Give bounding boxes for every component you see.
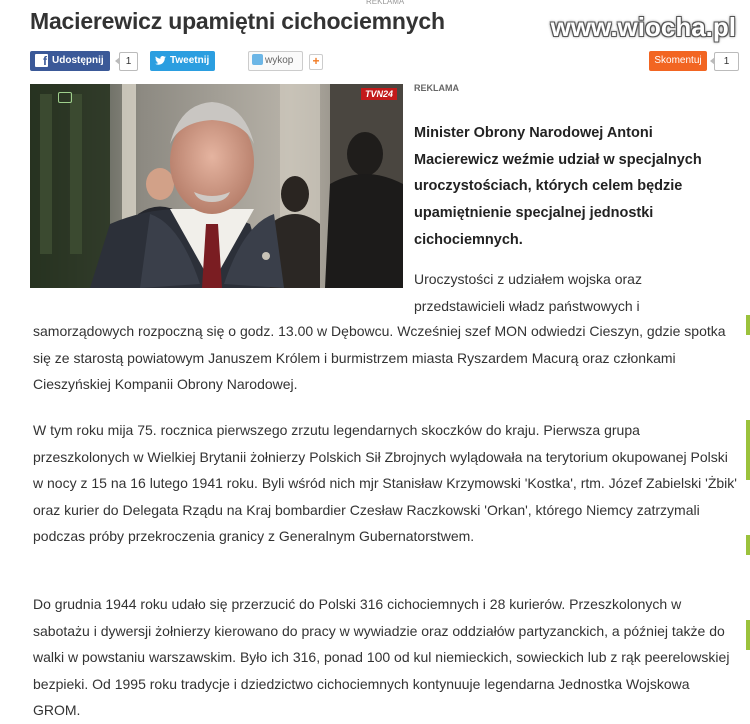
watermark: www.wiocha.pl <box>550 12 736 42</box>
article-photo <box>30 84 403 288</box>
side-accent-bar <box>746 620 750 650</box>
wykop-button[interactable] <box>248 51 303 71</box>
twitter-tweet-button[interactable] <box>150 51 215 71</box>
article-lead: Minister Obrony Narodowej Antoni Macierewicz weźmie udział w specjalnych uroczystościach, których celem będzie upamiętnienie specjalnej jednostki cichociemnych. <box>414 125 702 248</box>
facebook-share-button[interactable] <box>30 51 110 71</box>
tv-channel-logo-text: TVN24 <box>364 89 393 99</box>
paragraph-1-first-lines: Uroczystości z udziałem wojska oraz przedstawicieli władz państwowych i <box>414 271 642 314</box>
facebook-share-count: 1 <box>119 52 138 71</box>
comment-button[interactable]: Skomentuj <box>649 51 707 71</box>
comment-count: 1 <box>714 52 739 71</box>
wykop-icon <box>252 54 263 65</box>
twitter-bird-icon <box>155 56 166 65</box>
side-accent-bar <box>746 420 750 480</box>
side-accent-bar <box>746 315 750 335</box>
twitter-tweet-label: Tweetnij <box>170 55 210 66</box>
tv-channel-logo <box>361 88 397 100</box>
paragraph-3: Do grudnia 1944 roku udało się przerzucić do Polski 316 cichociemnych i 28 kurierów. Przeszkolonych w sabotażu i dywersji żołnierzy kierowano do pracy w wywiadzie oraz oddziałów partyzanckich, a później także do walki w powstaniu warszawskim. Było ich 316, ponad 100 od kul niemieckich, sowieckich lub z rąk peerelowskiej bezpieki. Od 1995 roku tradycje i dziedzictwo cichociemnych kontynuuje legendarna Jednostka Wojskowa GROM. <box>33 596 730 718</box>
side-accent-bar <box>746 535 750 555</box>
wykop-label: wykop <box>265 55 294 66</box>
facebook-icon: f <box>35 54 48 67</box>
ad-label: REKLAMA <box>414 83 459 93</box>
wykop-plus-button[interactable]: + <box>309 54 323 70</box>
article-title: Macierewicz upamiętni cichociemnych <box>30 8 445 34</box>
paragraph-1-rest: samorządowych rozpoczną się o godz. 13.00 w Dębowcu. Wcześniej szef MON odwiedzi Cieszyn, gdzie spotka się ze starostą powiatowym Januszem Królem i burmistrzem miasta Ryszardem Macurą oraz członkami Cieszyńskiej Kompanii Obrony Narodowej. <box>33 323 726 392</box>
share-bar <box>30 51 740 73</box>
tv-screen-icon <box>58 92 72 103</box>
top-ad-label: REKLAMA <box>366 0 405 6</box>
paragraph-2: W tym roku mija 75. rocznica pierwszego zrzutu legendarnych skoczków do kraju. Pierwsza grupa przeszkolonych w Wielkiej Brytanii żołnierzy Polskich Sił Zbrojnych wylądowała na terytorium okupowanej Polski w nocy z 15 na 16 lutego 1941 roku. Byli wśród nich mjr Stanisław Krzymowski 'Kostka', rtm. Józef Zabielski 'Żbik' oraz kurier do Delegata Rządu na Kraj bombardier Czesław Raczkowski 'Orkan', którego Niemcy zatrzymali podczas próby przekroczenia granicy z Generalnym Gubernatorstwem. <box>33 422 737 544</box>
facebook-share-label: Udostępnij <box>52 55 104 66</box>
